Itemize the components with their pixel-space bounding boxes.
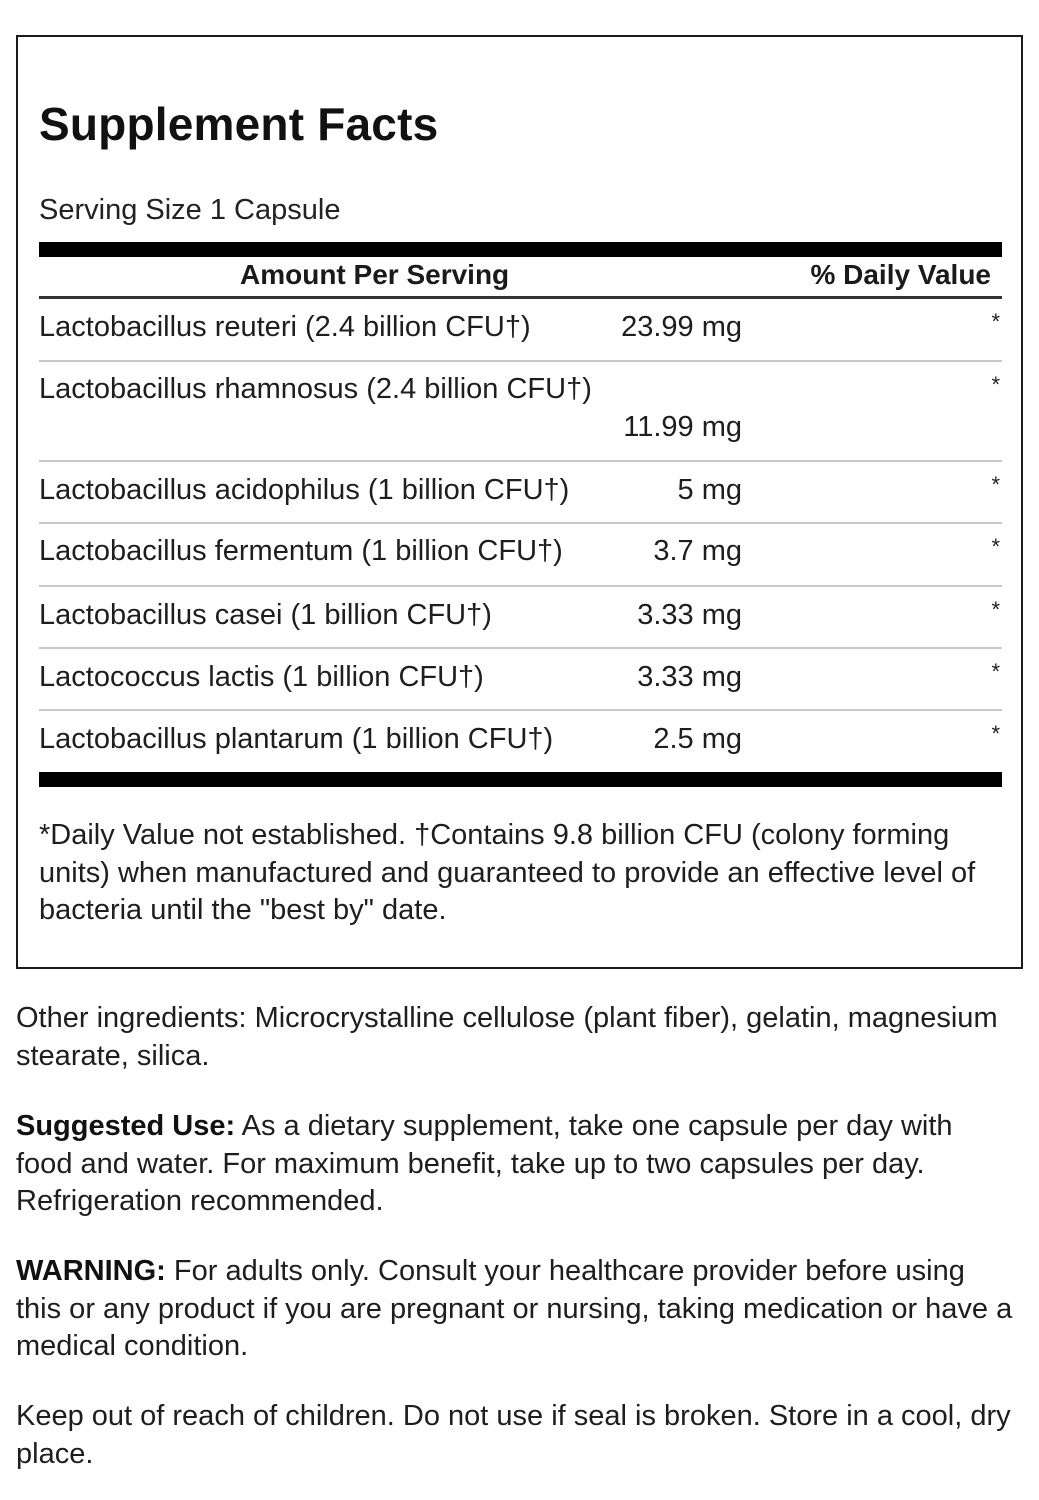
- suggested-use: [16, 1108, 1016, 1221]
- ingredient-name: Lactococcus lactis (1 billion CFU†): [39, 661, 484, 693]
- ingredient-name: Lactobacillus rhamnosus (2.4 billion CFU†): [39, 373, 592, 405]
- table-row: [39, 362, 1002, 462]
- table-row: [39, 462, 1002, 524]
- daily-value-marker: *: [991, 721, 1000, 746]
- ingredient-amount: 2.5 mg: [653, 723, 742, 755]
- ingredient-name: Lactobacillus casei (1 billion CFU†): [39, 599, 492, 631]
- suggested-use-label: Suggested Use:: [16, 1110, 236, 1142]
- table-row: [39, 299, 1002, 362]
- daily-value-marker: *: [991, 597, 1000, 622]
- header-daily-value: % Daily Value: [810, 259, 991, 290]
- table-header: [39, 257, 1002, 297]
- ingredient-table: [39, 299, 1002, 772]
- ingredient-name: Lactobacillus fermentum (1 billion CFU†): [39, 535, 563, 567]
- ingredient-name: Lactobacillus acidophilus (1 billion CFU†): [39, 474, 570, 506]
- ingredient-amount: 11.99 mg: [623, 411, 742, 443]
- ingredient-amount: 3.7 mg: [653, 535, 742, 567]
- warning-label: WARNING:: [16, 1255, 166, 1287]
- table-row: [39, 649, 1002, 711]
- ingredient-name: Lactobacillus reuteri (2.4 billion CFU†): [39, 311, 531, 343]
- daily-value-marker: *: [991, 309, 1000, 334]
- storage-instructions: Keep out of reach of children. Do not use if seal is broken. Store in a cool, dry place.: [16, 1400, 1011, 1470]
- table-row: [39, 711, 1002, 772]
- serving-size: Serving Size 1 Capsule: [39, 194, 341, 226]
- header-amount-per-serving: Amount Per Serving: [240, 259, 510, 290]
- daily-value-marker: *: [991, 472, 1000, 497]
- ingredient-name: Lactobacillus plantarum (1 billion CFU†): [39, 723, 554, 755]
- table-row: [39, 524, 1002, 587]
- thick-divider-top: [39, 242, 1002, 257]
- warning-text: For adults only. Consult your healthcare provider before using this or any product if you are pregnant or nursing, taking medication or have a medical condition.: [16, 1255, 1013, 1362]
- daily-value-marker: *: [991, 659, 1000, 684]
- ingredient-amount: 3.33 mg: [637, 661, 742, 693]
- warning: [16, 1253, 1016, 1366]
- daily-value-marker: *: [991, 534, 1000, 559]
- other-ingredients: Other ingredients: Microcrystalline cellulose (plant fiber), gelatin, magnesium stearate, silica.: [16, 1002, 998, 1072]
- daily-value-marker: *: [991, 372, 1000, 397]
- table-row: [39, 587, 1002, 649]
- footnote: *Daily Value not established. †Contains 9.8 billion CFU (colony forming units) when manufactured and guaranteed to provide an effective level of bacteria until the "best by" date.: [39, 819, 976, 926]
- ingredient-amount: 3.33 mg: [637, 599, 742, 631]
- supplement-facts-panel: [16, 35, 1023, 969]
- ingredient-amount: 23.99 mg: [621, 311, 742, 343]
- panel-title: Supplement Facts: [39, 98, 439, 150]
- thick-divider-bottom: [39, 772, 1002, 787]
- ingredient-amount: 5 mg: [677, 474, 742, 506]
- suggested-use-text: As a dietary supplement, take one capsule per day with food and water. For maximum benefit, take up to two capsules per day. Refrigeration recommended.: [16, 1110, 953, 1217]
